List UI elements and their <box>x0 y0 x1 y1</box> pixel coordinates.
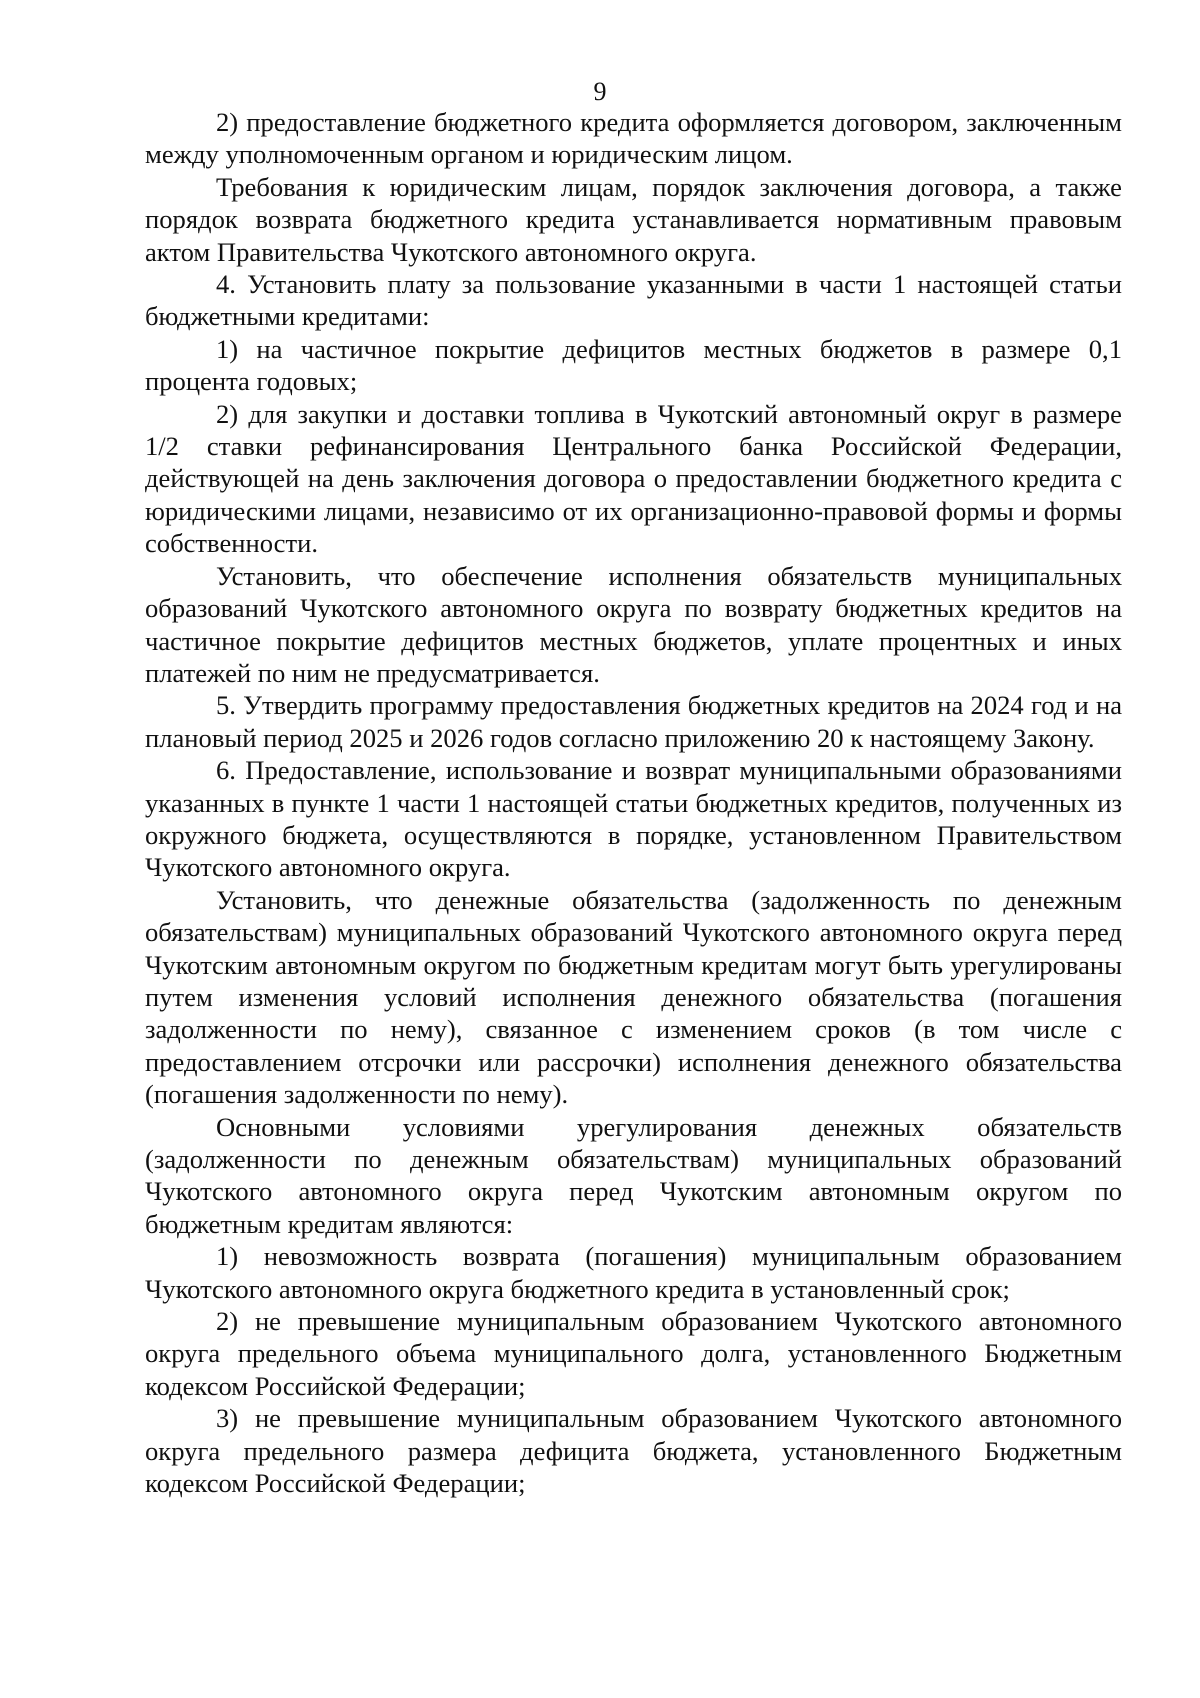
paragraph-condition-3: 3) не превышение муниципальным образованием Чукотского автономного округа предельного размера дефицита бюджета, установленного Бюджетным кодексом Российской Федерации; <box>145 1403 1122 1499</box>
paragraph-condition-2: 2) не превышение муниципальным образованием Чукотского автономного округа предельного объема муниципального долга, установленного Бюджетным кодексом Российской Федерации; <box>145 1306 1122 1401</box>
paragraph-item-5-program: 5. Утвердить программу предоставления бюджетных кредитов на 2024 год и на плановый период 2025 и 2026 годов согласно приложению 20 к настоящему Закону. <box>145 690 1122 753</box>
paragraph-fee-fuel-purchase: 2) для закупки и доставки топлива в Чукотский автономный округ в размере 1/2 ставки рефинансирования Центрального банка Российской Федерации, действующей на день заключения договора о предоставлении бюджетного кредита с юридическими лицами, независимо от их организационно-правовой формы и формы собственности. <box>145 398 1122 559</box>
page-number: 9 <box>593 77 607 106</box>
paragraph-debt-restructuring: Установить, что денежные обязательства (задолженность по денежным обязательствам) муниципальных образований Чукотского автономного округа перед Чукотским автономным округом по бюджетным кредитам могут быть урегулированы путем изменения условий исполнения денежного обязательства (погашения задолженности по нему), связанное с изменением сроков (в том числе с предоставлением отсрочки или рассрочки) исполнения денежного обязательства (погашения задолженности по нему). <box>145 884 1122 1110</box>
document-body <box>145 106 1122 1499</box>
paragraph-restructuring-conditions: Основными условиями урегулирования денежных обязательств (задолженности по денежным обязательствам) муниципальных образований Чукотского автономного округа перед Чукотским автономным округом по бюджетным кредитам являются: <box>145 1111 1122 1239</box>
paragraph-condition-1: 1) невозможность возврата (погашения) муниципальным образованием Чукотского автономного округа бюджетного кредита в установленный срок; <box>145 1241 1122 1304</box>
paragraph-item-6-procedure: 6. Предоставление, использование и возврат муниципальными образованиями указанных в пункте 1 части 1 настоящей статьи бюджетных кредитов, полученных из окружного бюджета, осуществляются в порядке, установленном Правительством Чукотского автономного округа. <box>145 755 1122 883</box>
paragraph-item-4-fee: 4. Установить плату за пользование указанными в части 1 настоящей статьи бюджетными кредитами: <box>145 269 1122 332</box>
paragraph-no-security: Установить, что обеспечение исполнения обязательств муниципальных образований Чукотского автономного округа по возврату бюджетных кредитов на частичное покрытие дефицитов местных бюджетов, уплате процентных и иных платежей по ним не предусматривается. <box>145 560 1122 688</box>
paragraph-fee-local-deficit: 1) на частичное покрытие дефицитов местных бюджетов в размере 0,1 процента годовых; <box>145 333 1122 397</box>
paragraph-legal-entity-requirements: Требования к юридическим лицам, порядок заключения договора, а также порядок возврата бюджетного кредита устанавливается нормативным правовым актом Правительства Чукотского автономного округа. <box>145 171 1122 267</box>
paragraph-clause-2-contract: 2) предоставление бюджетного кредита оформляется договором, заключенным между уполномоченным органом и юридическим лицом. <box>145 107 1122 170</box>
